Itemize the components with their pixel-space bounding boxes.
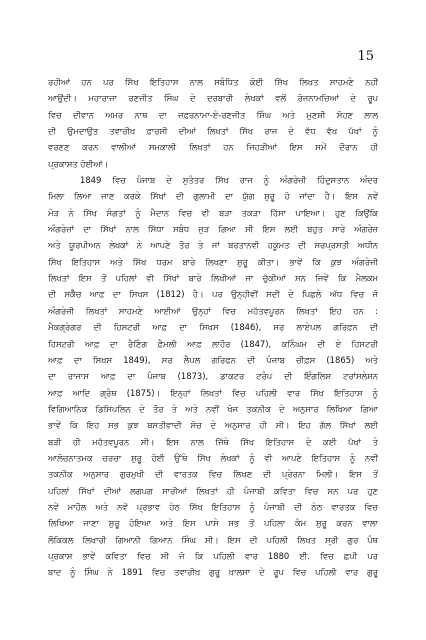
- text-line: ਵਰਣਣ ਕਰਨ ਵਾਲੀਆਂ ਸਮਕਾਲੀ ਲਿਖਤਾਂ ਹਨ ਜਿਹੜੀਆਂ ਇਸ ਸਮੇਂ ਦੌਰਾਨ ਹੀ: [48, 142, 378, 153]
- text-line: ਮਿਲਾ ਲਿਆ ਜਾਣ ਕਰਕੇ ਸਿੱਖਾਂ ਦੀ ਗੁਲਾਮੀ ਦਾ ਯੁੱਗ ਸ਼ੁਰੂ ਹੋ ਜਾਂਦਾ ਹੈ। ਇਸ ਨਵੇਂ: [48, 191, 378, 202]
- text-line: ਦੀ ਉਮਦਾਉਤ ਤਵਾਰੀਖ਼ ਫ਼ਾਰਸੀ ਦੀਆਂ ਲਿਖਤਾਂ ਸਿੱਖ ਰਾਜ ਦੇ ਵੱਧ ਵੱਖ ਪੱਖਾਂ ਨੂੰ: [48, 126, 378, 137]
- paragraph-2: [48, 172, 378, 581]
- text-line: ਬਾਦ ਨੂੰ ਸਿੰਘ ਨੇ 1891 ਵਿਚ ਤਵਾਰੀਖ਼ ਗੁਰੂ ਖ਼ਾਲਸਾ ਦੇ ਰੂਪ ਵਿਚ ਪਹਿਲੀ ਵਾਰ ਗੁਰੂ: [48, 567, 378, 578]
- paragraph-1: [48, 74, 378, 172]
- body-text: [48, 74, 378, 581]
- text-line: ਨਵੇਂ ਮਾਹੌਲ ਅਤੇ ਨਵੇਂ ਪ੍ਰਭਾਵ ਹੇਠ ਸਿੱਖ ਇਤਿਹਾਸ ਨੂੰ ਪੰਜਾਬੀ ਦੀ ਠੇਠ ਵਾਰਤਕ ਵਿਚ: [48, 501, 378, 512]
- text-line: ਹਿਸਟਰੀ ਆਫ਼ ਦਾ ਰੈਣਿੰਗ ਫ਼ੈਮਲੀ ਆਫ਼ ਲਾਹੌਰ (1847), ਕਨਿੰਘਮ ਦੀ ਏ ਹਿਸਟਰੀ: [48, 338, 378, 349]
- text-line: ਅਤੇ ਯੂਰਪੀਅਨ ਲੇਖਕਾਂ ਨੇ ਆਪਣੇ ਤੌਰ ਤੇ ਜਾਂ ਬਰਤਾਨਵੀ ਹਕੂਮਤ ਦੀ ਸਰਪ੍ਰਸਤੀ ਅਧੀਨ: [48, 240, 378, 251]
- text-line: ਲਿਖਿਆ ਜਾਣਾ ਸ਼ੁਰੂ ਹੋਇਆ ਅਤੇ ਇਸ ਪਾਸੇ ਸਭ ਤੋਂ ਪਹਿਲਾ ਕੰਮ ਸ਼ੁਰੂ ਕਰਨ ਵਾਲਾ: [48, 518, 378, 529]
- text-line: ਅੰਗਰੇਜ਼ਾਂ ਦਾ ਸਿੱਖਾਂ ਨਾਲ ਸਿੱਧਾ ਸਬੰਧ ਜੁੜ ਗਿਆ ਸੀ ਇਸ ਲਈ ਬਹੁਤ ਸਾਰੇ ਅੰਗਰੇਜ਼: [48, 224, 378, 235]
- text-line: ਲੌਕਿਕਲ ਲਿਖਾਰੀ ਗਿਆਨੀ ਗਿਆਨ ਸਿੰਘ ਸੀ। ਇਸ ਦੀ ਪਹਿਲੀ ਲਿਖਤ ਸ੍ਰੀ ਗੁਰ ਪੰਥ: [48, 534, 378, 545]
- text-line: ਦੀ ਸਕੈੱਚ ਆਫ਼ ਦਾ ਸਿਖਸ (1812) ਹੈ। ਪਰ ਉਨ੍ਹੀਵੀਂ ਸਦੀ ਦੇ ਪਿਛਲੇ ਅੱਧ ਵਿਚ ਜੋ: [48, 289, 378, 300]
- text-line: ਆਉਂਦੀ। ਮਹਾਰਾਜਾ ਰਣਜੀਤ ਸਿੰਘ ਦੇ ਦਰਬਾਰੀ ਲੇਖਕਾਂ ਵਲੋਂ ਰੋਜ਼ਨਾਮਚਿਆਂ ਦੇ ਰੂਪ: [48, 93, 378, 104]
- text-line: ਬੜੀ ਹੀ ਮਹੱਤਵਪੂਰਨ ਸੀ। ਇਸ ਨਾਲ ਜਿੱਥੇ ਸਿੱਖ ਇਤਿਹਾਸ ਦੇ ਕਈ ਪੱਖਾਂ ਤੇ: [48, 436, 378, 447]
- text-line: ਆਫ਼ ਆਦਿ ਗ੍ਰੰਥ (1875)। ਇਨ੍ਹਾਂ ਲਿਖਤਾਂ ਵਿਚ ਪਹਿਲੀ ਵਾਰ ਸਿੱਖ ਇਤਿਹਾਸ ਨੂੰ: [48, 387, 378, 398]
- page-number: 15: [357, 49, 374, 64]
- text-line: ਵਿਚ ਦੀਵਾਨ ਅਮਰ ਨਾਥ ਦਾ ਜ਼ਫ਼ਰਨਾਮਾ-ਏ-ਰਣਜੀਤ ਸਿੰਘ ਅਤੇ ਮੁਣਸ਼ੀ ਸੋਹਣ ਲਾਲ: [48, 109, 378, 120]
- text-line: ਪ੍ਰਕਾਸ਼ ਭਾਵੇਂ ਕਵਿਤਾ ਵਿਚ ਸੀ ਜੋ ਕਿ ਪਹਿਲੀ ਵਾਰ 1880 ਈ. ਵਿਚ ਛਪੀ ਪਰ: [48, 550, 378, 561]
- text-line: ਪ੍ਰਕਾਸ਼ਤ ਹੋਈਆਂ।: [48, 158, 108, 169]
- text-line: ਸਿੱਖ ਇਤਿਹਾਸ ਅਤੇ ਸਿੱਖ ਧਰਮ ਬਾਰੇ ਲਿਖਣਾ ਸ਼ੁਰੂ ਕੀਤਾ। ਭਾਵੇਂ ਕਿ ਕੁਝ ਅੰਗਰੇਜ਼ੀ: [48, 256, 378, 267]
- text-line: ਆਫ਼ ਦਾ ਸਿਖਸ 1849), ਸਰ ਲੈਪਲ ਗਰਿਫਨ ਦੀ ਪੰਜਾਬ ਚੀਫ਼ਸ (1865) ਅਤੇ: [48, 354, 378, 365]
- text-line: ਦਾ ਰਾਜਾਸ ਆਫ਼ ਦਾ ਪੰਜਾਬ (1873), ਡਾਕਟਰ ਟਰੰਪ ਦੀ ਇੰਗਲਿਸ਼ ਟਰਾਂਸਲੇਸ਼ਨ: [48, 371, 378, 382]
- text-line: ਅੰਗਰੇਜ਼ੀ ਲਿਖਤਾਂ ਸਾਹਮਣੇ ਆਈਆਂ ਉਨ੍ਹਾਂ ਵਿਚ ਮਹੱਤਵਪੂਰਨ ਲਿਖਤਾਂ ਇਹ ਹਨ :: [48, 305, 378, 316]
- text-line: ਮੈਕਗ੍ਰੇਗਰ ਦੀ ਹਿਸਟਰੀ ਆਫ਼ ਦਾ ਸਿਖਸ (1846), ਸਰ ਲਾਏਪਲ ਗਰਿਫ਼ਨ ਦੀ: [48, 322, 378, 333]
- text-line: ਮੋੜ ਨੇ ਸਿੱਖ ਸੰਗਤਾਂ ਨੂੰ ਮੈਦਾਨ ਵਿਚ ਵੀ ਬੜਾ ਤਕੜਾ ਹਿੱਸਾ ਪਾਇਆ। ਹੁਣ ਕਿਉਂਕਿ: [48, 207, 378, 218]
- text-line: ਆਲੋਚਨਾਤਮਕ ਚਰਚਾ ਸ਼ੁਰੂ ਹੋਈ ਉੱਥੇ ਸਿੱਖ ਲੇਖਕਾਂ ਨੂੰ ਵੀ ਆਪਣੇ ਇਤਿਹਾਸ ਨੂੰ ਨਵੀਂ: [48, 452, 378, 463]
- text-line: ਭਾਵੇਂ ਕਿ ਇਹ ਸਭ ਕੁਝ ਬਸਤੀਵਾਦੀ ਸੋਚ ਦੇ ਅਨੁਸਾਰ ਹੀ ਸੀ। ਇਹ ਗੱਲ ਸਿੱਖਾਂ ਲਈ: [48, 420, 378, 431]
- text-line: ਤਕਨੀਕ ਅਨੁਸਾਰ ਗੁਰਮੁਖੀ ਦੀ ਵਾਰਤਕ ਵਿਚ ਲਿਖਣ ਦੀ ਪ੍ਰੇਰਨਾ ਮਿਲੀ। ਇਸ ਤੋਂ: [48, 469, 378, 480]
- text-line: ਲਿਖਤਾਂ ਇਸ ਤੋਂ ਪਹਿਲਾਂ ਵੀ ਸਿੱਖਾਂ ਬਾਰੇ ਲਿਖੀਆਂ ਜਾ ਚੁੱਕੀਆਂ ਸਨ ਜਿਵੇਂ ਕਿ ਮੈਲਕਮ: [48, 273, 378, 284]
- text-line: 1849 ਵਿਚ ਪੰਜਾਬ ਦੇ ਸੁਤੰਤਰ ਸਿੱਖ ਰਾਜ ਨੂੰ ਅੰਗਰੇਜ਼ੀ ਹਿੰਦੁਸਤਾਨ ਅੰਦਰ: [80, 175, 378, 186]
- text-line: ਰਹੀਆਂ ਹਨ ਪਰ ਸਿੱਖ ਇਤਿਹਾਸ ਨਾਲ ਸਬੰਧਿਤ ਕੋਈ ਸਿੱਖ ਲਿਖਤ ਸਾਹਮਣੇ ਨਹੀਂ: [48, 77, 378, 87]
- text-line: ਪਹਿਲਾਂ ਸਿੱਖਾਂ ਦੀਆਂ ਲਗਪਗ ਸਾਰੀਆਂ ਲਿਖਤਾਂ ਹੀ ਪੰਜਾਬੀ ਕਵਿਤਾ ਵਿਚ ਸਨ ਪਰ ਹੁਣ: [48, 485, 378, 496]
- text-line: ਵਿਗਿਆਨਿਕ ਡਿਸਿਪਲਿਨ ਦੇ ਤੌਰ ਤੇ ਅਤੇ ਨਵੀਂ ਖੋਜ ਤਕਨੀਕ ਦੇ ਅਨੁਸਾਰ ਲਿਖਿਆ ਗਿਆ: [48, 403, 378, 414]
